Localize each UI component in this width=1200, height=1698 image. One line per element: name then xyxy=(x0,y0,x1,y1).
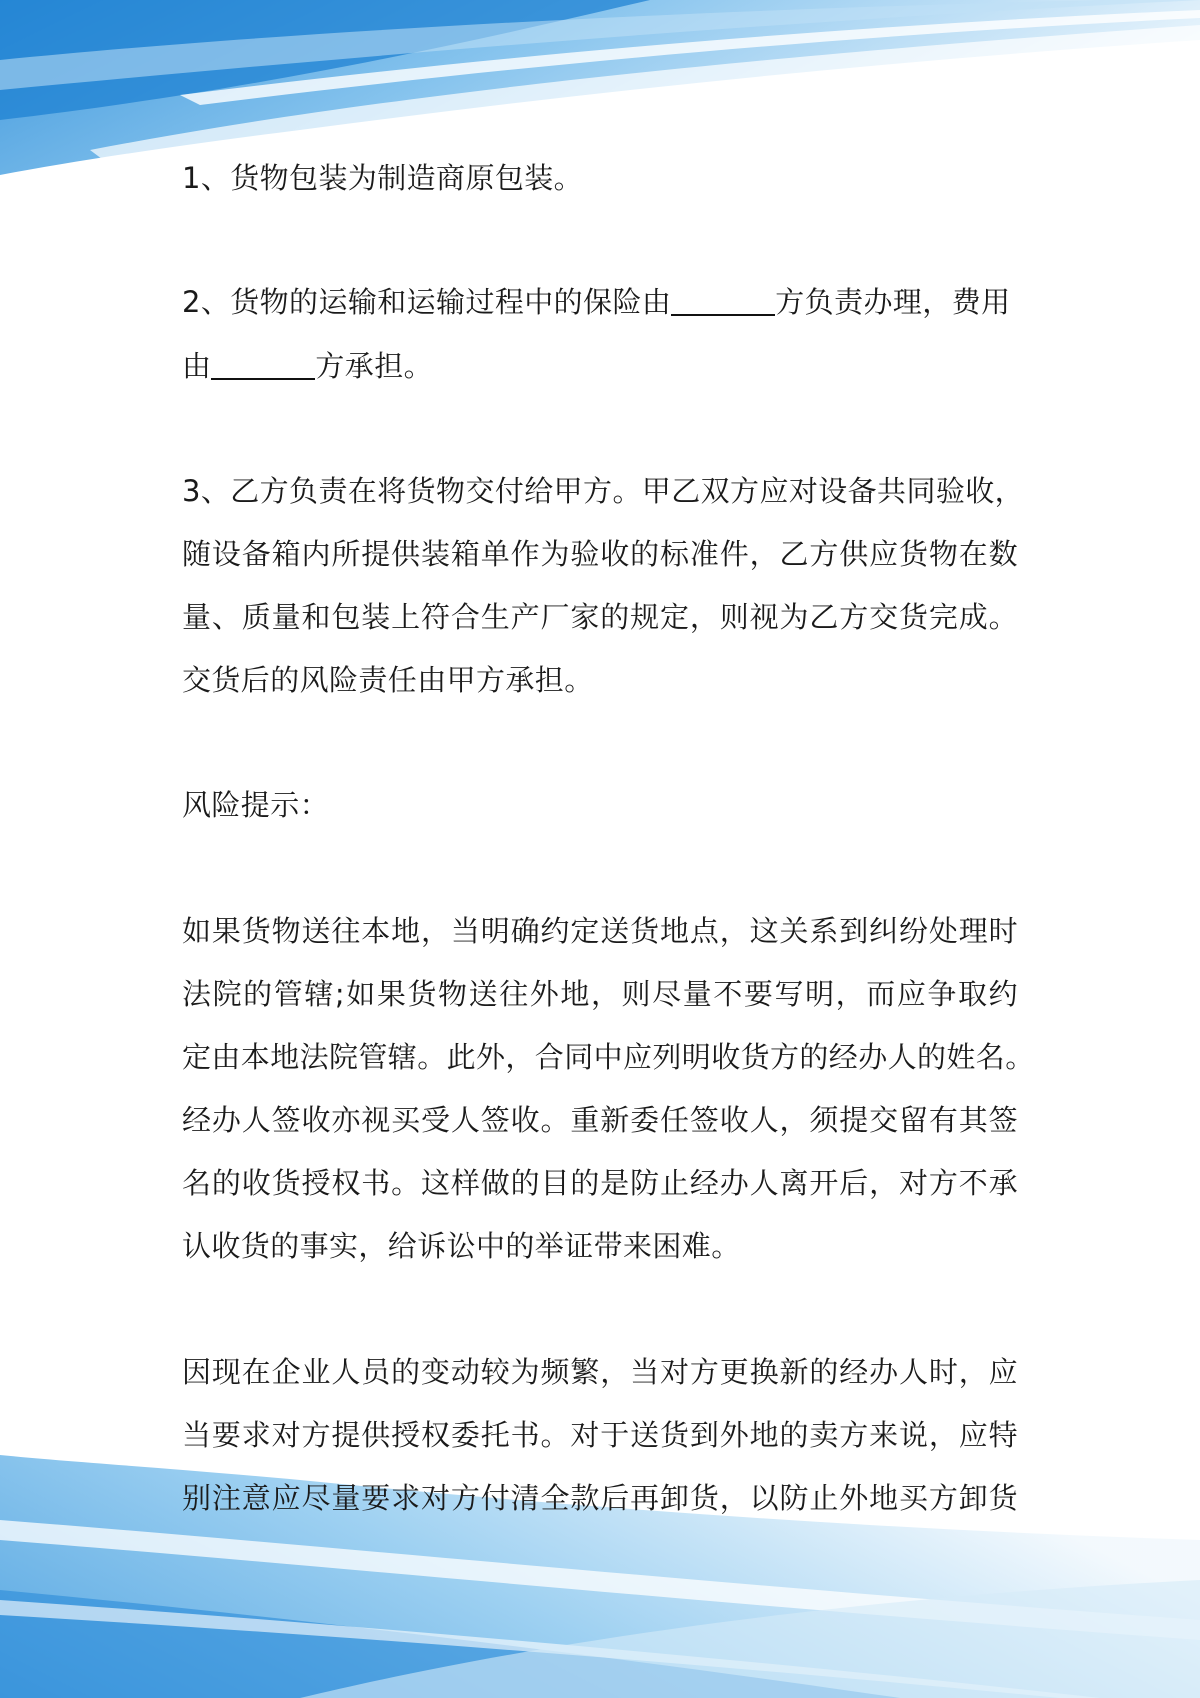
risk-paragraph-1-line: 认收货的事实，给诉讼中的举证带来困难。 xyxy=(182,1229,741,1263)
risk-paragraph-2-line: 别注意应尽量要求对方付清全款后再卸货，以防止外地买方卸货 xyxy=(182,1481,1018,1515)
clause-2-text: 2、货物的运输和运输过程中的保险由 xyxy=(182,285,672,319)
clause-2-text: 由 xyxy=(182,349,212,383)
risk-paragraph-1-line: 如果货物送往本地，当明确约定送货地点，这关系到纠纷处理时 xyxy=(182,914,1018,948)
risk-paragraph-1-line: 名的收货授权书。这样做的目的是防止经办人离开后，对方不承 xyxy=(182,1166,1018,1200)
risk-paragraph-1-line: 定由本地法院管辖。此外，合同中应列明收货方的经办人的姓名。 xyxy=(182,1040,1035,1074)
clause-2-line-2 xyxy=(182,346,433,386)
risk-paragraph-2-line: 当要求对方提供授权委托书。对于送货到外地的卖方来说，应特 xyxy=(182,1418,1018,1452)
clause-3-line: 交货后的风险责任由甲方承担。 xyxy=(182,663,594,697)
fill-in-blank-insurer[interactable] xyxy=(671,284,775,316)
clause-2-text: 方承担。 xyxy=(315,349,434,383)
clause-1: 1、货物包装为制造商原包装。 xyxy=(182,161,584,195)
clause-2-text: 方负责办理，费用 xyxy=(775,285,1011,319)
risk-paragraph-2-line: 因现在企业人员的变动较为频繁，当对方更换新的经办人时，应 xyxy=(182,1355,1018,1389)
clause-3-line: 3、乙方负责在将货物交付给甲方。甲乙双方应对设备共同验收， xyxy=(182,474,1025,508)
risk-paragraph-1-line: 法院的管辖;如果货物送往外地，则尽量不要写明，而应争取约 xyxy=(182,977,1018,1011)
risk-heading: 风险提示： xyxy=(182,788,330,822)
clause-3-line: 量、质量和包装上符合生产厂家的规定，则视为乙方交货完成。 xyxy=(182,600,1018,634)
risk-paragraph-1-line: 经办人签收亦视买受人签收。重新委任签收人，须提交留有其签 xyxy=(182,1103,1018,1137)
clause-2-line-1 xyxy=(182,282,1010,322)
top-wave-band xyxy=(0,0,1200,175)
fill-in-blank-payer[interactable] xyxy=(211,348,315,380)
clause-3-line: 随设备箱内所提供装箱单作为验收的标准件，乙方供应货物在数 xyxy=(182,537,1018,571)
